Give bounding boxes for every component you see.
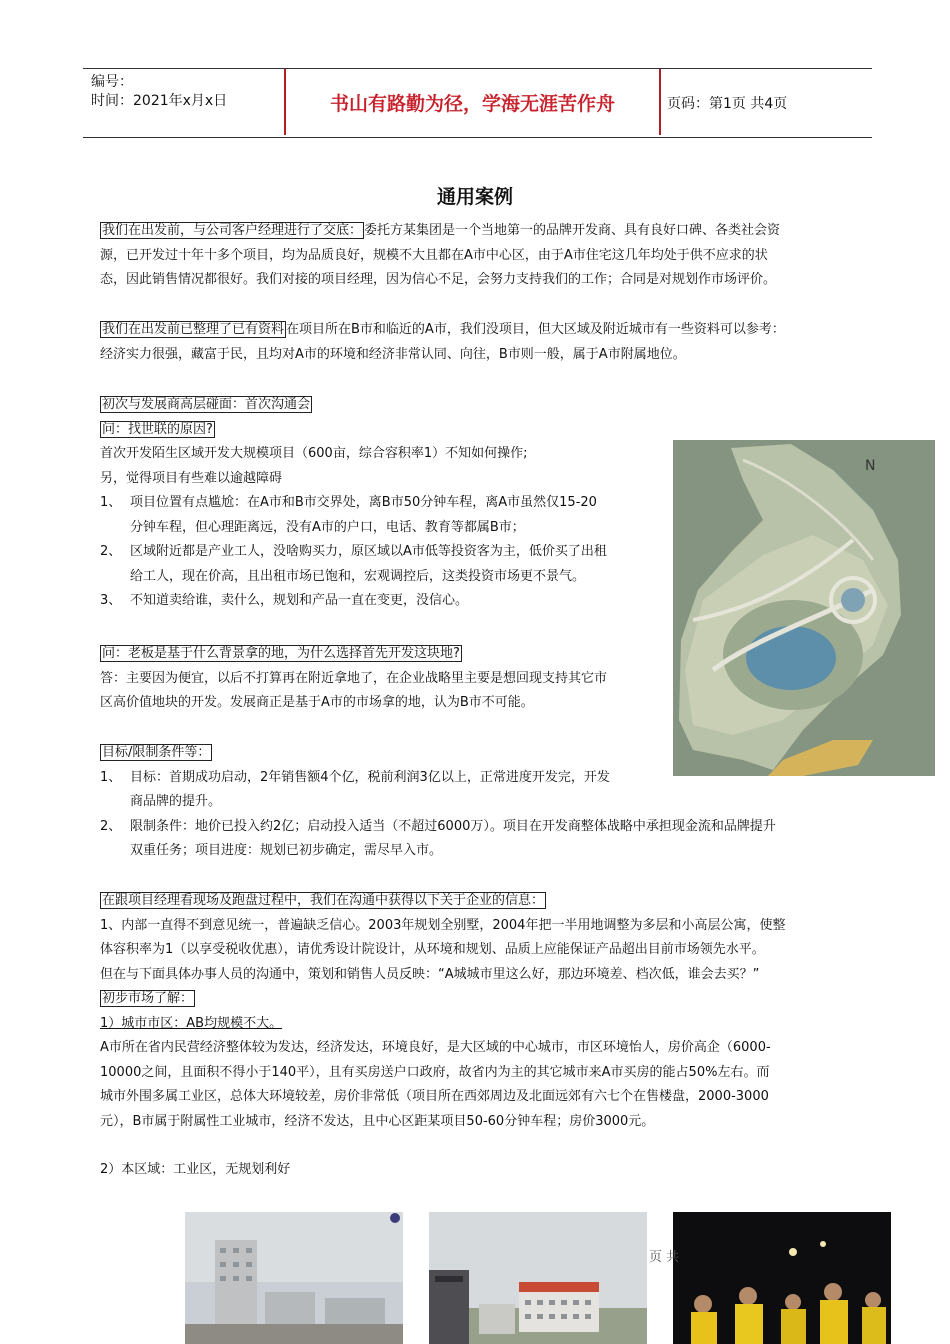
- boxed-question: 问：老板是基于什么背景拿的地，为什么选择首先开发这块地?: [102, 646, 460, 661]
- text-line: 体容积率为1（以享受税收优惠），请优秀设计院设计，从环境和规划、品质上应能保证产品超出目前市场领先水平。: [100, 942, 765, 957]
- text-line: 但在与下面具体办事人员的沟通中，策划和销售人员反映：“A城城市里这么好，那边环境差、档次低，谁会去买？”: [100, 966, 760, 982]
- text-line: 源，已开发过十年十多个项目，均为品质良好，规模不大且都在A市中心区，由于A市住宅这几年均处于供不应求的状: [100, 247, 768, 263]
- text-line: 区高价值地块的开发。发展商正是基于A市的市场拿的地，认为B市不可能。: [100, 695, 534, 710]
- section-site-visit: [100, 889, 860, 1183]
- subheading: 2）本区域：工业区，无规划利好: [100, 1162, 291, 1177]
- page-counter: 页码：第1页 共4页: [667, 96, 788, 112]
- list-item-cont: 给工人，现在价高，且出租市场已饱和，宏观调控后，这类投资市场更不景气。: [130, 568, 586, 584]
- section-first-meeting: [100, 393, 675, 614]
- text-line: 经济实力很强，藏富于民，且均对A市的环境和经济非常认同、向往，B市则一般，属于A市附属地位。: [100, 346, 686, 362]
- boxed-heading: 初次与发展商高层碰面：首次沟通会: [102, 397, 311, 412]
- text-line: 1、内部一直得不到意见统一，普遍缺乏信心。2003年规划全别墅，2004年把一半用地调整为多层和小高层公寓，使整: [100, 917, 786, 933]
- text-line: 委托方某集团是一个当地第一的品牌开发商、具有良好口碑、各类社会资: [364, 223, 781, 238]
- document-title: 通用案例: [436, 186, 513, 208]
- list-item-cont: 双重任务；项目进度：规划已初步确定，需尽早入市。: [130, 843, 443, 858]
- boxed-heading: 目标/限制条件等：: [102, 745, 211, 760]
- number-label: 编号：: [91, 74, 133, 90]
- text-line: 元），B市属于附属性工业城市，经济不发达，且中心区距某项目50-60分钟车程；房价3000元。: [100, 1113, 655, 1129]
- section-land-background: [100, 642, 675, 716]
- text-line: 在项目所在B市和临近的A市，我们没项目，但大区域及附近城市有一些资料可以参考：: [286, 322, 785, 337]
- text-line: 城市外围多属工业区，总体大环境较差，房价非常低（项目所在西郊周边及北面远郊有六七个在售楼盘，2000-3000: [100, 1089, 769, 1104]
- city-photo-2: [429, 1212, 647, 1344]
- boxed-heading: 初步市场了解：: [102, 991, 194, 1006]
- night-crowd-photo: [673, 1212, 891, 1344]
- header-meta: [91, 73, 227, 111]
- page-footer: 页 共: [649, 1250, 680, 1265]
- site-plan-image: [673, 440, 935, 776]
- list-item-cont: 分钟车程，但心理距离远，没有A市的户口，电话、教育等都属B市；: [130, 519, 525, 535]
- boxed-heading: 我们在出发前已整理了已有资料: [102, 322, 285, 337]
- text-line: 态，因此销售情况都很好。我们对接的项目经理，因为信心不足，会努力支持我们的工作；合同是对规划作市场评价。: [100, 272, 777, 287]
- section-materials: [100, 318, 860, 367]
- text-line: 首次开发陌生区域开发大规模项目（600亩，综合容积率1）不知如何操作;: [100, 446, 528, 461]
- list-item: 1、 目标：首期成功启动，2年销售额4个亿，税前利润3亿以上，正常进度开发完，开发: [100, 769, 610, 785]
- boxed-question: 问：找世联的原因?: [102, 421, 213, 437]
- text-line: 答：主要因为便宜，以后不打算再在附近拿地了，在企业战略里主要是想回现支持其它市: [100, 670, 608, 686]
- boxed-heading: 在跟项目经理看现场及跑盘过程中，我们在沟通中获得以下关于企业的信息：: [102, 893, 545, 908]
- list-item: 1、 项目位置有点尴尬：在A市和B市交界处，离B市50分钟车程，离A市虽然仅15-20: [100, 495, 597, 510]
- section-briefing: [100, 219, 860, 293]
- svg-text:N: N: [865, 458, 876, 474]
- page-header: [83, 68, 872, 138]
- text-line: 10000之间，且面积不得小于140平），且有买房送户口政府，故省内为主的其它城市来A市买房的能占50%左右。而: [100, 1064, 770, 1080]
- header-motto: 书山有路勤为径，学海无涯苦作舟: [284, 69, 661, 135]
- list-item: 2、 限制条件：地价已投入约2亿；启动投入适当（不超过6000万）。项目在开发商整体战略中承担现金流和品牌提升: [100, 818, 776, 834]
- time-label: 时间：2021年x月x日: [91, 93, 228, 109]
- text-line: A市所在省内民营经济整体较为发达，经济发达，环境良好，是大区域的中心城市，市区环境怡人，房价高企（6000-: [100, 1040, 771, 1055]
- list-item-cont: 商品牌的提升。: [130, 794, 222, 809]
- city-photo-1: [185, 1212, 403, 1344]
- list-item: 2、 区域附近都是产业工人，没啥购买力，原区域以A市低等投资客为主，低价买了出租: [100, 544, 607, 559]
- boxed-heading: 我们在出发前，与公司客户经理进行了交底：: [102, 223, 363, 238]
- subheading: 1）城市市区：AB均规模不大。: [100, 1015, 283, 1031]
- list-item: 3、 不知道卖给谁，卖什么，规划和产品一直在变更，没信心。: [100, 593, 469, 608]
- section-goals: [100, 741, 860, 864]
- text-line: 另，觉得项目有些难以逾越障碍: [100, 470, 283, 486]
